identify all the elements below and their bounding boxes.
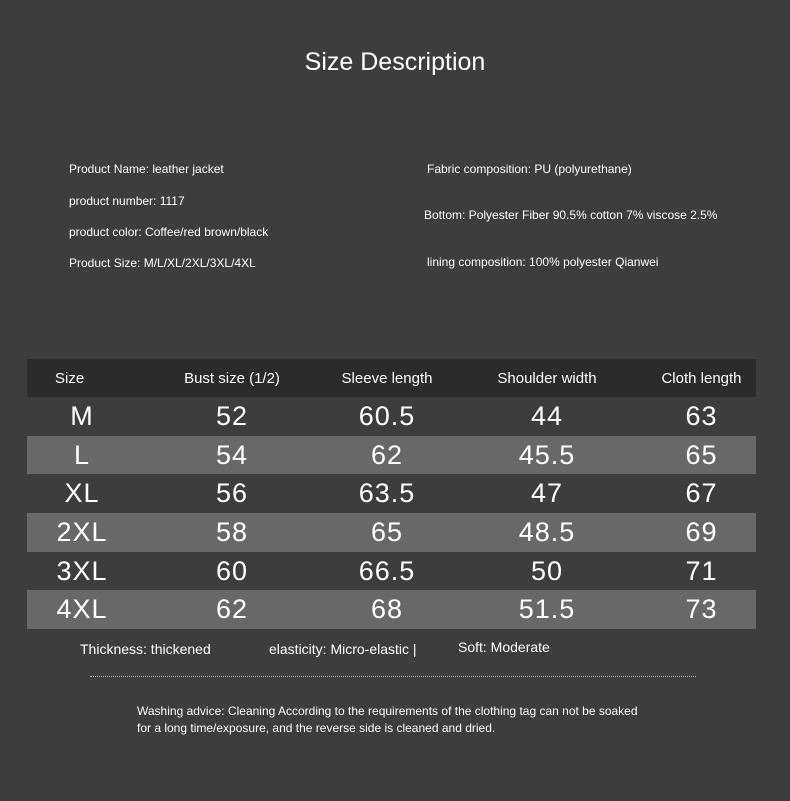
fabric-composition: Fabric composition: PU (polyurethane) (427, 162, 632, 176)
size-cell: M (70, 400, 94, 431)
shoulder-cell: 51.5 (518, 594, 576, 625)
shoulder-cell: 48.5 (518, 516, 576, 547)
soft-attribute: Soft: Moderate (458, 639, 550, 655)
table-row (27, 552, 756, 591)
washing-advice-line-1: Washing advice: Cleaning According to the requirements of the clothing tag can not be soaked (137, 704, 638, 718)
header-length: Cloth length (661, 369, 742, 387)
sleeve-cell: 68 (370, 594, 404, 625)
header-shoulder: Shoulder width (497, 369, 597, 387)
sleeve-cell: 62 (370, 439, 404, 470)
shoulder-cell: 44 (530, 400, 564, 431)
washing-advice (137, 703, 657, 737)
size-cell: 2XL (56, 516, 108, 547)
header-size: Size (55, 369, 85, 387)
product-color: product color: Coffee/red brown/black (69, 225, 269, 239)
table-row (27, 474, 756, 513)
size-cell: XL (64, 478, 100, 509)
length-cell: 73 (685, 594, 718, 625)
table-row (27, 436, 756, 475)
thickness-attribute: Thickness: thickened (80, 641, 211, 657)
length-cell: 65 (685, 439, 718, 470)
length-cell: 71 (685, 555, 718, 586)
sleeve-cell: 65 (370, 516, 404, 547)
product-name: Product Name: leather jacket (69, 162, 224, 176)
bust-cell: 62 (215, 594, 249, 625)
washing-advice-line-2: for a long time/exposure, and the reverse side is cleaned and dried. (137, 721, 496, 735)
product-number: product number: 1117 (69, 194, 185, 208)
table-row (27, 590, 756, 629)
shoulder-cell: 47 (530, 478, 564, 509)
lining-composition: lining composition: 100% polyester Qianwei (427, 255, 659, 269)
size-table (27, 359, 756, 629)
table-row (27, 513, 756, 552)
sleeve-cell: 66.5 (358, 555, 416, 586)
bust-cell: 58 (215, 516, 249, 547)
bust-cell: 60 (215, 555, 249, 586)
header-sleeve: Sleeve length (341, 369, 433, 387)
bust-cell: 54 (215, 439, 249, 470)
size-cell: 4XL (56, 594, 108, 625)
table-row (27, 397, 756, 436)
length-cell: 63 (685, 400, 718, 431)
bottom-composition: Bottom: Polyester Fiber 90.5% cotton 7% viscose 2.5% (424, 208, 718, 222)
product-size: Product Size: M/L/XL/2XL/3XL/4XL (69, 256, 256, 270)
table-header-row (27, 359, 756, 397)
size-cell: L (73, 439, 91, 470)
length-cell: 69 (685, 516, 718, 547)
sleeve-cell: 60.5 (358, 400, 416, 431)
length-cell: 67 (685, 478, 718, 509)
shoulder-cell: 50 (530, 555, 564, 586)
bust-cell: 56 (215, 478, 249, 509)
size-cell: 3XL (56, 555, 108, 586)
dotted-divider (90, 676, 696, 677)
header-bust: Bust size (1/2) (184, 369, 280, 387)
sleeve-cell: 63.5 (358, 478, 416, 509)
elasticity-attribute: elasticity: Micro-elastic | (269, 641, 417, 657)
bust-cell: 52 (215, 400, 249, 431)
shoulder-cell: 45.5 (518, 439, 576, 470)
page-title: Size Description (304, 48, 486, 76)
